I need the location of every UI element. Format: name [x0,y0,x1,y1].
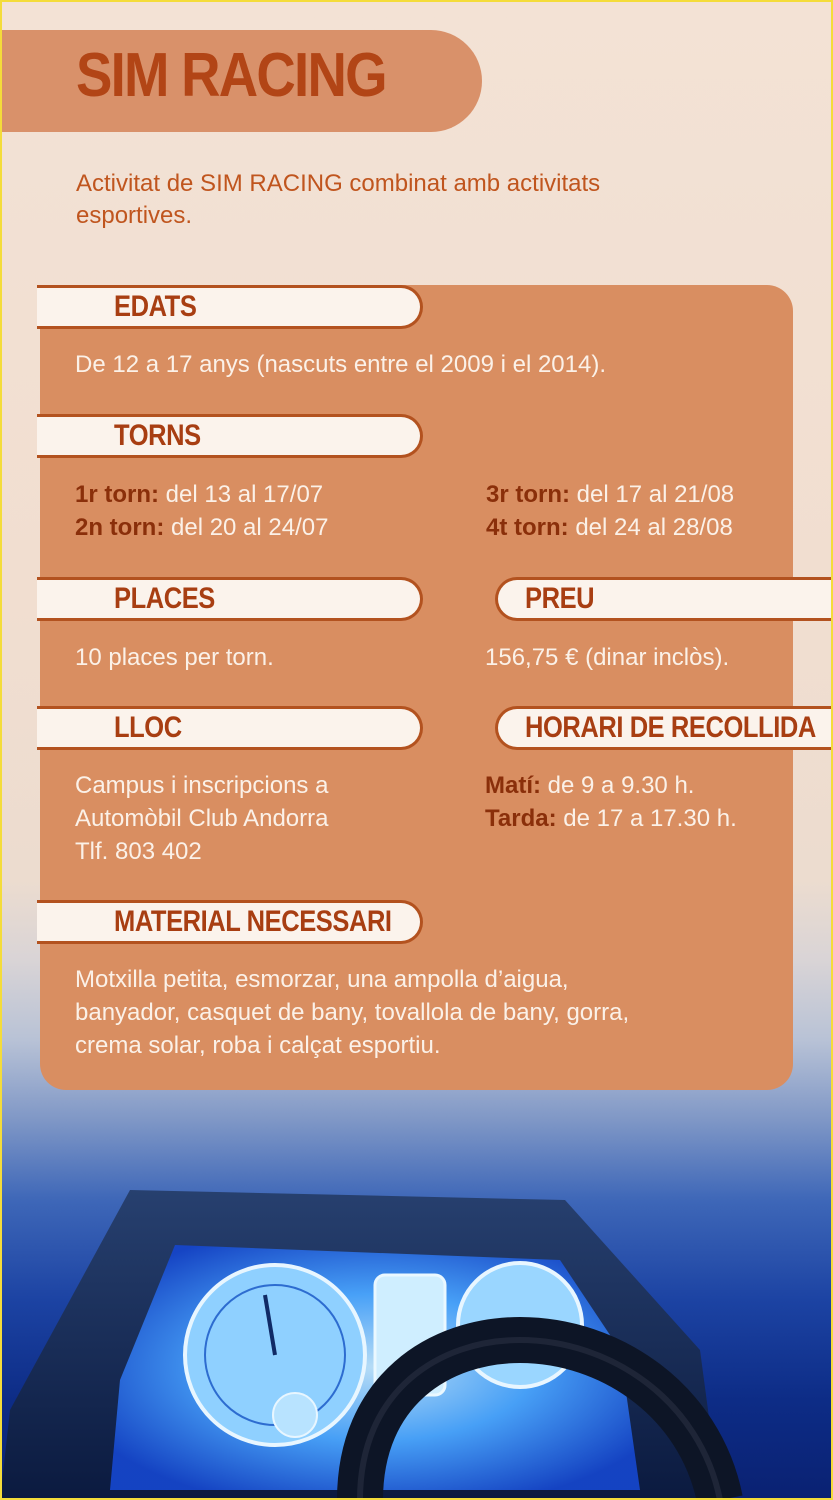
horari-mati [485,769,694,802]
material-tab [37,900,423,944]
page-title: SIM RACING [76,41,386,110]
horari-tarda-time: de 17 a 17.30 h. [556,805,737,832]
horari-tarda-label: Tarda: [485,805,557,832]
torn-4 [486,511,733,544]
edats-heading: EDATS [114,290,197,323]
places-text: 10 places per torn. [75,644,274,671]
material-heading: MATERIAL NECESSARI [114,905,392,938]
horari-heading: HORARI DE RECOLLIDA [525,711,816,744]
lloc-line-2: Automòbil Club Andorra [75,805,329,832]
info-card [40,285,816,1090]
lloc-phone: Tlf. 803 402 [75,838,202,865]
fuel-gauge [273,1393,317,1437]
torn-4-dates: del 24 al 28/08 [568,514,733,541]
preu-tab [495,577,833,621]
torn-2-dates: del 20 al 24/07 [164,514,329,541]
material-line-2: banyador, casquet de bany, tovallola de bany, gorra, [75,999,630,1026]
lloc-heading: LLOC [114,711,182,744]
torn-4-label: 4t torn: [486,514,569,541]
places-tab [37,577,423,621]
material-line-3: crema solar, roba i calçat esportiu. [75,1032,441,1059]
edats-tab [37,285,423,329]
horari-mati-label: Matí: [485,772,541,799]
places-heading: PLACES [114,582,215,615]
lloc-line-1: Campus i inscripcions a [75,772,329,799]
preu-text: 156,75 € (dinar inclòs). [485,644,730,671]
lloc-tab [37,706,423,750]
sim-racing-dashboard-image [0,1090,833,1500]
horari-mati-time: de 9 a 9.30 h. [541,772,695,799]
edats-text: De 12 a 17 anys (nascuts entre el 2009 i el 2014). [75,351,606,378]
torn-2-label: 2n torn: [75,514,165,541]
intro-text: Activitat de SIM RACING combinat amb activitats esportives. [76,170,601,229]
torn-2 [75,511,328,544]
preu-heading: PREU [525,582,595,615]
torn-1 [75,478,323,511]
material-line-1: Motxilla petita, esmorzar, una ampolla d’aigua, [75,966,569,993]
horari-tarda [485,802,737,835]
torn-3-label: 3r torn: [486,481,570,508]
torn-1-dates: del 13 al 17/07 [159,481,324,508]
torn-1-label: 1r torn: [75,481,159,508]
horari-tab [495,706,833,750]
torns-heading: TORNS [114,419,201,452]
torn-3 [486,478,734,511]
torn-3-dates: del 17 al 21/08 [570,481,735,508]
torns-tab [37,414,423,458]
